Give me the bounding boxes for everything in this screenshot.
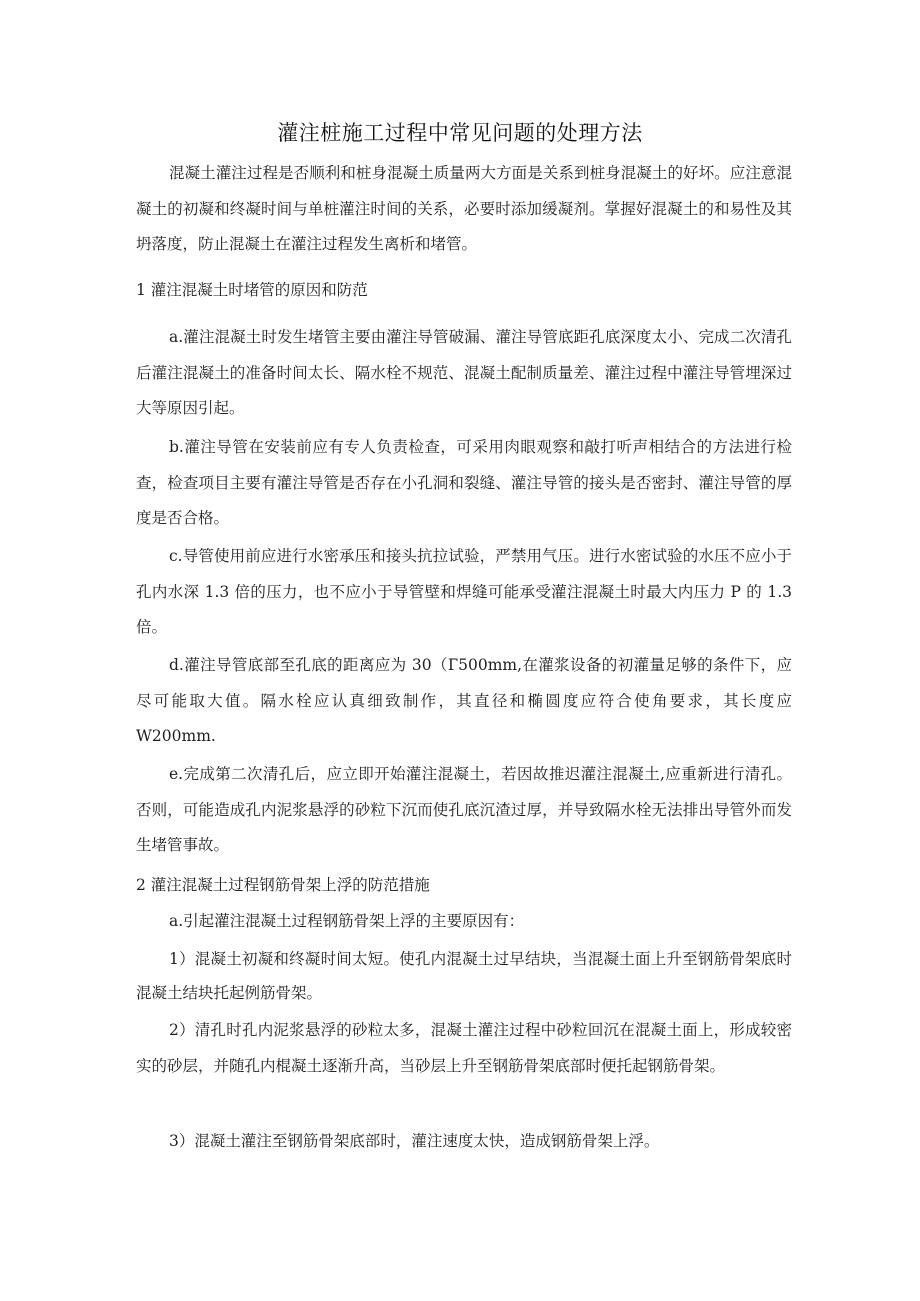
section-1-heading: 1 灌注混凝土时堵管的原因和防范 [136, 281, 368, 299]
section-2-heading: 2 灌注混凝土过程钢筋骨架上浮的防范措施 [136, 876, 430, 894]
document-title: 灌注桩施工过程中常见问题的处理方法 [277, 121, 643, 145]
section-1-item-d: d.灌注导管底部至孔底的距离应为 30（Г500mm,在灌浆设备的初灌量足够的条件下，应尽可能取大值。隔水栓应认真细致制作，其直径和椭圆度应符合使角要求，其长度应 W200mm. [136, 656, 792, 745]
section-1-item-a: a.灌注混凝土时发生堵管主要由灌注导管破漏、灌注导管底距孔底深度太小、完成二次清孔后灌注混凝土的准备时间太长、隔水栓不规范、混凝土配制质量差、灌注过程中灌注导管埋深过大等原因引起。 [136, 328, 792, 417]
section-2-item-3: 3）混凝土灌注至钢筋骨架底部时，灌注速度太快，造成钢筋骨架上浮。 [169, 1132, 660, 1150]
section-2-item-2: 2）清孔时孔内泥浆悬浮的砂粒太多，混凝土灌注过程中砂粒回沉在混凝土面上，形成较密实的砂层，并随孔内棍凝土逐渐升高，当砂层上升至钢筋骨架底部时便托起钢筋骨架。 [136, 1021, 792, 1075]
intro-paragraph: 混凝土灌注过程是否顺利和桩身混凝土质量两大方面是关系到桩身混凝土的好坏。应注意混凝土的初凝和终凝时间与单桩灌注时间的关系，必要时添加缓凝剂。掌握好混凝土的和易性及其坍落度，防止混凝土在灌注过程发生离析和堵管。 [136, 164, 792, 253]
section-2-lead: a.引起灌注混凝土过程钢筋骨架上浮的主要原因有： [169, 912, 525, 930]
section-1-item-b: b.灌注导管在安装前应有专人负责检查，可采用肉眼观察和敲打听声相结合的方法进行检查，检查项目主要有灌注导管是否存在小孔洞和裂缝、灌注导管的接头是否密封、灌注导管的厚度是否合格。 [136, 438, 792, 527]
section-2-item-1: 1）混凝土初凝和终凝时间太短。使孔内混凝土过早结块，当混凝土面上升至钢筋骨架底时混凝土结块托起例筋骨架。 [136, 950, 792, 1002]
section-1-item-c: c.导管使用前应进行水密承压和接头抗拉试验，严禁用气压。进行水密试验的水压不应小于孔内水深 1.3 倍的压力，也不应小于导管壁和焊缝可能承受灌注混凝土时最大内压力 P 的 1.3 倍。 [136, 547, 792, 636]
section-1-item-e: e.完成第二次清孔后，应立即开始灌注混凝土，若因故推迟灌注混凝土,应重新进行清孔。否则，可能造成孔内泥浆悬浮的砂粒下沉而使孔底沉渣过厚，并导致隔水栓无法排出导管外而发生堵管事故。 [136, 765, 792, 854]
